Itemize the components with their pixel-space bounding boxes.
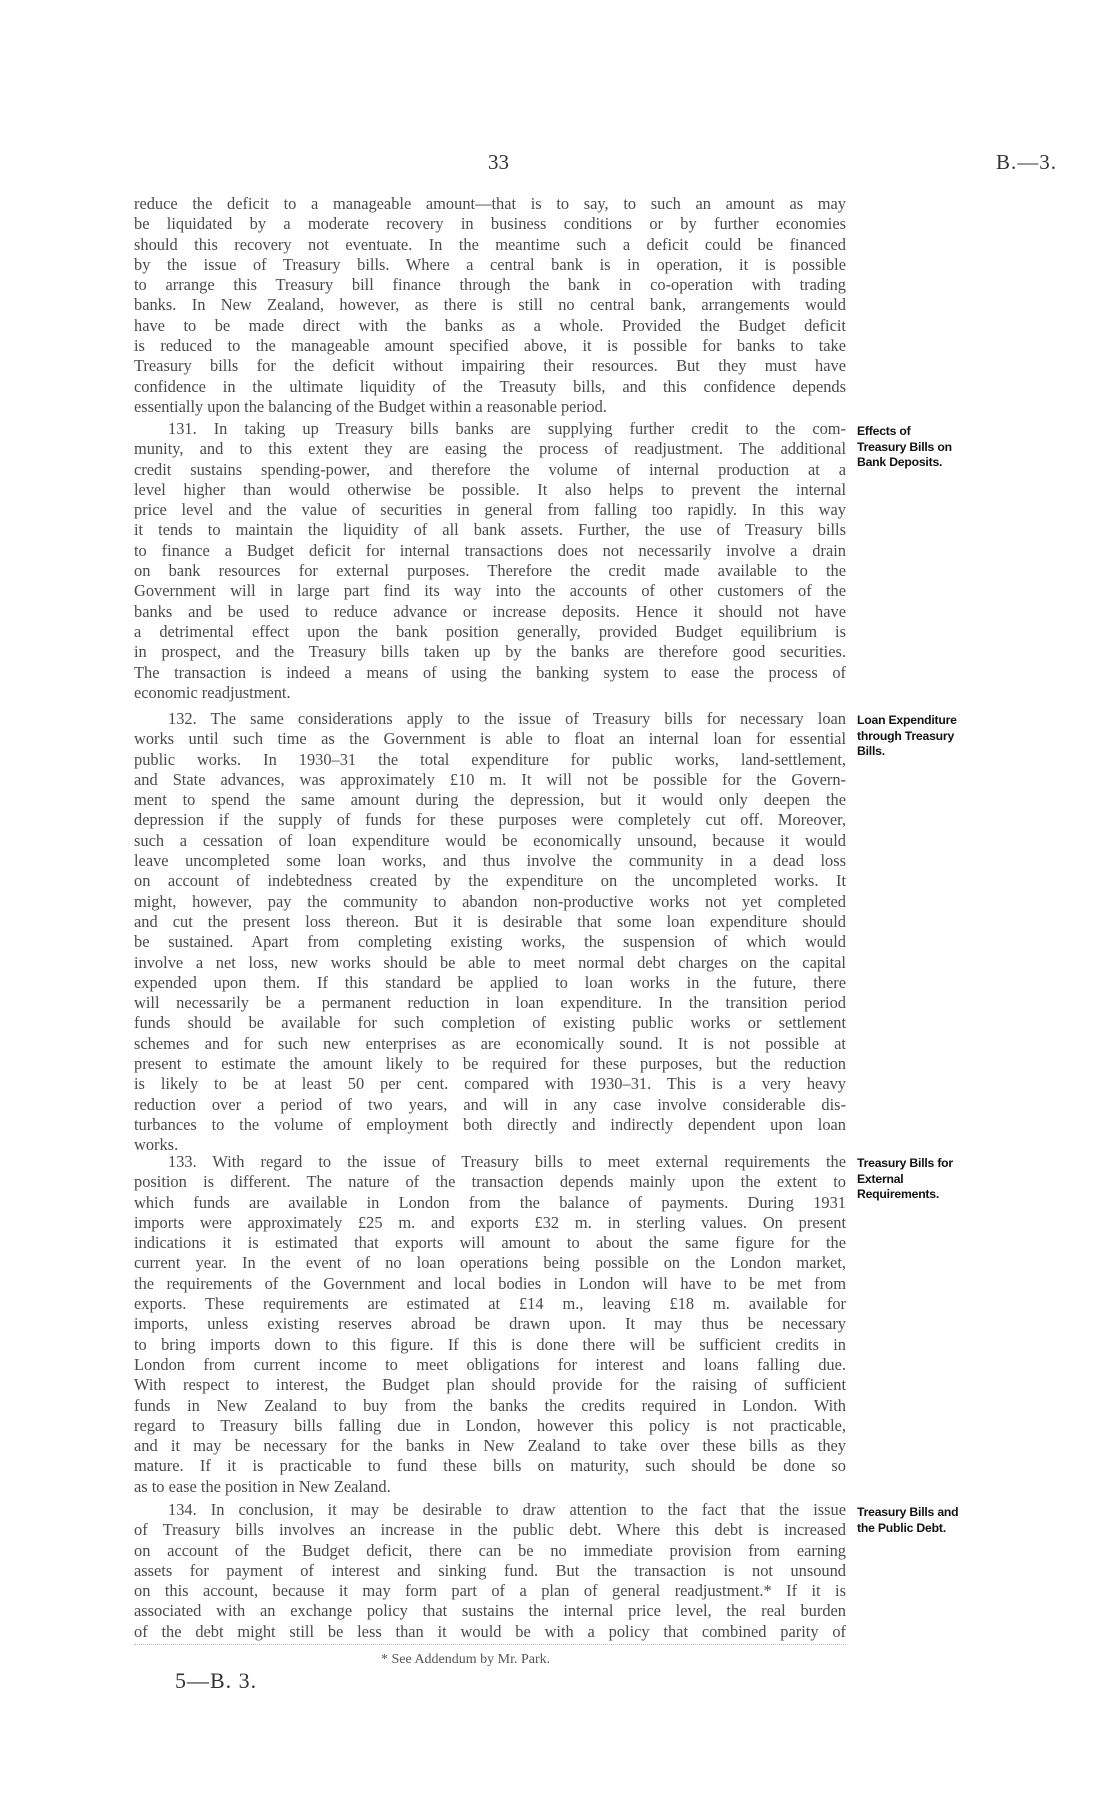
text-line: should this recovery not eventuate. In the meantime such a deficit could be financed (134, 234, 846, 254)
text-line: level higher than would otherwise be possible. It also helps to prevent the internal (134, 479, 846, 499)
text-line: ment to spend the same amount during the depression, but it would only deepen the (134, 790, 846, 810)
text-line: credit sustains spending-power, and therefore the volume of internal production at a (134, 459, 846, 479)
text-line: economic readjustment. (134, 682, 291, 702)
sidenote-line: Treasury Bills for (857, 1156, 953, 1170)
text-line: which funds are available in London from the balance of payments. During 1931 (134, 1192, 846, 1212)
text-line: works. (134, 1135, 179, 1155)
text-line: mature. If it is practicable to fund these bills on maturity, such should be done so (134, 1456, 846, 1476)
page-number: 33 (488, 150, 509, 174)
text-line: on account of indebtedness created by the expenditure on the uncompleted works. It (134, 871, 846, 891)
text-line: current year. In the event of no loan operations being possible on the London market, (134, 1253, 846, 1273)
text-line: exports. These requirements are estimated at £14 m., leaving £18 m. available for (134, 1294, 846, 1314)
text-line: as to ease the position in New Zealand. (134, 1476, 391, 1496)
text-line: public works. In 1930–31 the total expenditure for public works, land-settlement, (134, 749, 846, 769)
text-line: schemes and for such new enterprises as are economically sound. It is not possible at (134, 1033, 846, 1053)
sidenote-line: Bills. (857, 744, 885, 758)
text-line: to finance a Budget deficit for internal transactions does not necessarily involve a drain (134, 540, 846, 560)
sidenote-line: Effects of (857, 424, 911, 438)
signature-mark: 5—B. 3. (175, 1668, 258, 1693)
footnote: * See Addendum by Mr. Park. (381, 1652, 551, 1667)
text-line: regard to Treasury bills falling due in London, however this policy is not practicable, (134, 1415, 846, 1435)
text-line: 133. With regard to the issue of Treasury bills to meet external requirements the (168, 1152, 846, 1171)
text-line: might, however, pay the community to abandon non-productive works not yet completed (134, 891, 846, 911)
sidenote-line: Loan Expenditure (857, 713, 957, 727)
text-line: price level and the value of securities in general from falling too rapidly. In this way (134, 500, 846, 520)
text-line: leave uncompleted some loan works, and thus involve the community in a dead loss (134, 851, 846, 871)
text-line: essentially upon the balancing of the Budget within a reasonable period. (134, 396, 607, 416)
text-line: With respect to interest, the Budget plan should provide for the raising of sufficient (134, 1375, 846, 1395)
footnote-rule (134, 1644, 846, 1645)
text-line: depression if the supply of funds for these purposes were completely cut off. Moreover, (134, 810, 846, 830)
text-line: in prospect, and the Treasury bills taken up by the banks are therefore good securities. (134, 642, 846, 662)
text-line: London from current income to meet obligations for interest and loans falling due. (134, 1354, 846, 1374)
text-line: on account of the Budget deficit, there can be no immediate provision from earning (134, 1540, 846, 1560)
paragraph-134 (134, 1500, 846, 1642)
sidenote-line: Treasury Bills and (857, 1505, 959, 1519)
sidenote-bank-deposits (857, 424, 1007, 471)
paragraph-131 (134, 419, 846, 703)
text-line: associated with an exchange policy that sustains the internal price level, the real burden (134, 1601, 846, 1621)
sidenote-line: Treasury Bills on (857, 439, 952, 454)
paragraph-132 (134, 709, 846, 1156)
text-line: and cut the present loss thereon. But it is desirable that some loan expenditure should (134, 911, 846, 931)
text-line: and State advances, was approximately £10 m. It will not be possible for the Govern- (134, 769, 846, 789)
text-line: imports, unless existing reserves abroad be drawn upon. It may thus be necessary (134, 1314, 846, 1334)
text-line: turbances to the volume of employment both directly and indirectly dependent upon loan (134, 1114, 846, 1134)
text-line: be liquidated by a moderate recovery in business conditions or by further economies (134, 214, 846, 234)
sidenote-line: Requirements. (857, 1187, 940, 1201)
text-line: is likely to be at least 50 per cent. compared with 1930–31. This is a very heavy (134, 1074, 846, 1094)
text-line: expended upon them. If this standard be applied to loan works in the future, there (134, 972, 846, 992)
text-line: such a cessation of loan expenditure would be economically unsound, because it would (134, 830, 846, 850)
text-line: will necessarily be a permanent reduction in loan expenditure. In the transition period (134, 993, 846, 1013)
text-line: a detrimental effect upon the bank position generally, provided Budget equilibrium is (134, 621, 846, 641)
text-line: involve a net loss, new works should be able to meet normal debt charges on the capital (134, 952, 846, 972)
text-line: munity, and to this extent they are easing the process of readjustment. The additional (134, 439, 846, 459)
text-line: banks and be used to reduce advance or increase deposits. Hence it should not have (134, 601, 846, 621)
text-line: reduction over a period of two years, and will in any case involve considerable dis- (134, 1094, 846, 1114)
text-line: imports were approximately £25 m. and exports £32 m. in sterling values. On present (134, 1212, 846, 1232)
sidenote-public-debt (857, 1505, 1007, 1536)
text-line: 131. In taking up Treasury bills banks are supplying further credit to the com- (168, 419, 846, 438)
sidenote-line: Bank Deposits. (857, 455, 943, 469)
text-line: funds should be available for such completion of existing public works or settlement (134, 1013, 846, 1033)
text-line: and it may be necessary for the banks in New Zealand to take over these bills as they (134, 1436, 846, 1456)
text-line: of Treasury bills involves an increase in the public debt. Where this debt is increased (134, 1520, 846, 1540)
text-line: The transaction is indeed a means of using the banking system to ease the process of (134, 662, 846, 682)
text-line: present to estimate the amount likely to be required for these purposes, but the reduction (134, 1054, 846, 1074)
text-line: 134. In conclusion, it may be desirable to draw attention to the fact that the issue (168, 1500, 846, 1519)
text-line: confidence in the ultimate liquidity of the Treasuty bills, and this confidence depends (134, 376, 846, 396)
text-line: banks. In New Zealand, however, as there is still no central bank, arrangements would (134, 295, 846, 315)
document-reference: B.—3. (996, 150, 1058, 174)
text-line: on bank resources for external purposes. Therefore the credit made available to the (134, 561, 846, 581)
text-line: Government will in large part find its way into the accounts of other customers of the (134, 581, 846, 601)
text-line: Treasury bills for the deficit without impairing their resources. But they must have (134, 356, 846, 376)
sidenote-line: the Public Debt. (857, 1520, 946, 1535)
text-line: by the issue of Treasury bills. Where a central bank is in operation, it is possible (134, 254, 846, 274)
text-line: works until such time as the Government is able to float an internal loan for essential (134, 729, 846, 749)
text-line: 132. The same considerations apply to the issue of Treasury bills for necessary loan (168, 709, 846, 728)
sidenote-external-requirements (857, 1156, 1007, 1203)
text-line: it tends to maintain the liquidity of all bank assets. Further, the use of Treasury bills (134, 520, 846, 540)
text-line: assets for payment of interest and sinking fund. But the transaction is not unsound (134, 1560, 846, 1580)
text-line: on this account, because it may form part of a plan of general readjustment.* If it is (134, 1581, 846, 1601)
text-line: the requirements of the Government and local bodies in London will have to be met from (134, 1273, 846, 1293)
sidenote-line: External (857, 1171, 904, 1186)
text-line: to bring imports down to this figure. If this is done there will be sufficient credits in (134, 1334, 846, 1354)
text-line: position is different. The nature of the transaction depends mainly upon the extent to (134, 1172, 846, 1192)
paragraph-continuation (134, 194, 846, 417)
text-line: indications it is estimated that exports will amount to about the same figure for the (134, 1233, 846, 1253)
text-line: of the debt might still be less than it would be with a policy that combined parity of (134, 1621, 846, 1641)
sidenote-loan-expenditure (857, 713, 1007, 760)
text-line: to arrange this Treasury bill finance through the bank in co-operation with trading (134, 275, 846, 295)
text-line: is reduced to the manageable amount specified above, it is possible for banks to take (134, 336, 846, 356)
sidenote-line: through Treasury (857, 728, 955, 743)
text-line: funds in New Zealand to buy from the banks the credits required in London. With (134, 1395, 846, 1415)
text-line: be sustained. Apart from completing existing works, the suspension of which would (134, 932, 846, 952)
text-line: reduce the deficit to a manageable amount—that is to say, to such an amount as may (134, 194, 846, 213)
text-line: have to be made direct with the banks as a whole. Provided the Budget deficit (134, 315, 846, 335)
paragraph-133 (134, 1152, 846, 1497)
